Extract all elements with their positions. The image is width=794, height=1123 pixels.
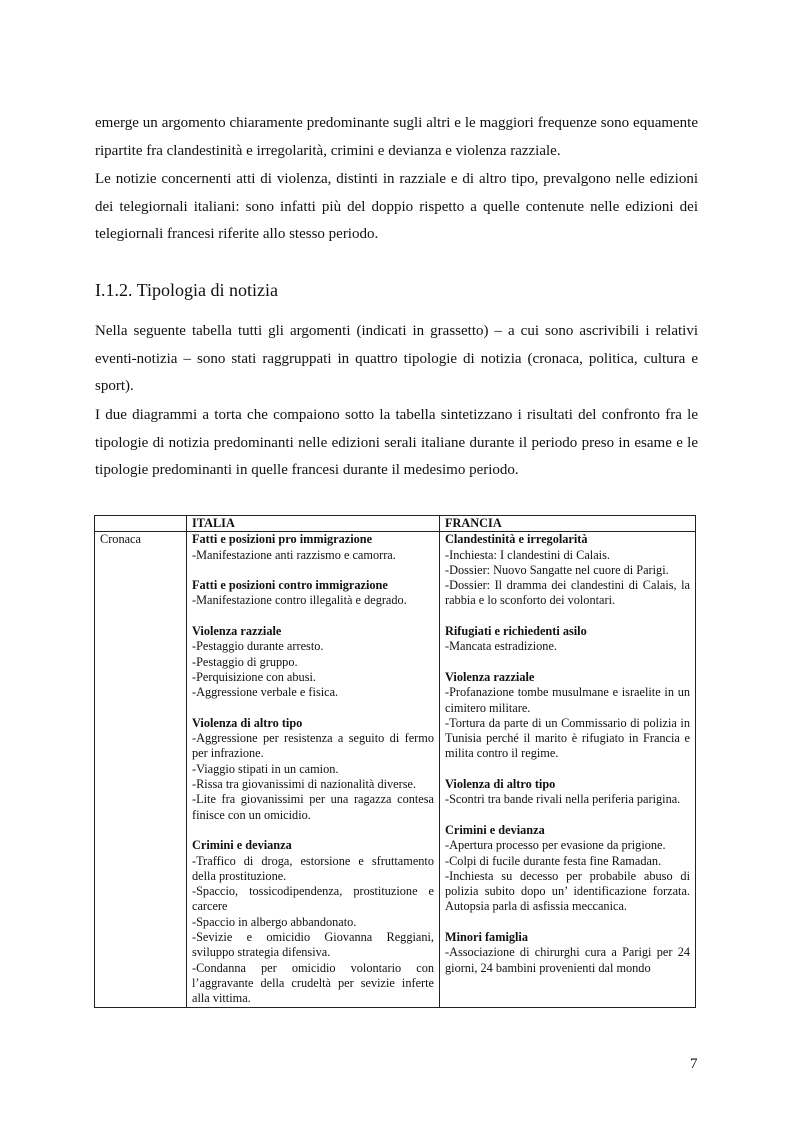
news-event-item: -Associazione di chirurghi cura a Parigi per 24 giorni, 24 bambini provenienti dal mondo: [445, 945, 690, 975]
topic-group: [445, 777, 690, 808]
topic-group: [192, 578, 434, 609]
topic-group: [445, 823, 690, 915]
news-event-item: -Mancata estradizione.: [445, 639, 557, 654]
news-event-item: -Spaccio, tossicodipendenza, prostituzione e carcere: [192, 884, 434, 914]
news-event-item: -Pestaggio di gruppo.: [192, 654, 298, 669]
topic-title: Violenza razziale: [192, 624, 282, 639]
news-event-item: -Condanna per omicidio volontario con l’aggravante della crudeltà per sevizie inferte alla vittima.: [192, 960, 434, 1006]
italia-cell: [187, 532, 440, 1007]
topic-title: Violenza razziale: [445, 669, 535, 684]
paragraph-pie-intro: I due diagrammi a torta che compaiono sotto la tabella sintetizzano i risultati del confronto fra le tipologie di notizia predominanti nelle edizioni serali italiane durante il periodo preso in esame e le tipologie predominanti in quelle francesi durante il medesimo periodo.: [95, 407, 698, 478]
topic-group: [445, 532, 690, 608]
news-event-item: -Perquisizione con abusi.: [192, 669, 316, 684]
topic-title: Fatti e posizioni contro immigrazione: [192, 578, 388, 593]
table-header-row: [95, 516, 696, 532]
news-event-item: -Lite fra giovanissimi per una ragazza contesa finisce con un omicidio.: [192, 792, 434, 822]
news-event-item: -Dossier: Il dramma dei clandestini di Calais, la rabbia e lo sconforto dei volontari.: [445, 578, 690, 608]
francia-cell: [440, 532, 696, 1007]
news-event-item: -Spaccio in albergo abbandonato.: [192, 914, 357, 929]
paragraph-table-intro: Nella seguente tabella tutti gli argomenti (indicati in grassetto) – a cui sono ascrivibili i relativi eventi-notizia – sono stati raggruppati in quattro tipologie di notizia (cronaca, politica, cultura e sport).: [95, 323, 698, 394]
news-event-item: -Traffico di droga, estorsione e sfruttamento della prostituzione.: [192, 853, 434, 883]
news-event-item: -Aggressione verbale e fisica.: [192, 685, 339, 700]
topic-group: [192, 838, 434, 1006]
news-event-item: -Colpi di fucile durante festa fine Ramadan.: [445, 853, 662, 868]
news-event-item: -Manifestazione contro illegalità e degrado.: [192, 593, 407, 608]
section-heading: I.1.2. Tipologia di notizia: [95, 280, 279, 300]
paragraph-violence: Le notizie concernenti atti di violenza, distinti in razziale e di altro tipo, prevalgono nelle edizioni dei telegiornali italiani: sono infatti più del doppio rispetto a quelle contenute nelle edizioni dei telegiornali francesi riferite allo stesso periodo.: [95, 171, 698, 242]
news-event-item: -Inchiesta su decesso per probabile abuso di polizia subito dopo un’ identificazione forzata. Autopsia parla di asfissia meccanica.: [445, 868, 690, 914]
topic-group: [192, 624, 434, 700]
topic-group: [192, 532, 434, 563]
topic-title: Rifugiati e richiedenti asilo: [445, 624, 587, 639]
page-number: 7: [690, 1056, 698, 1072]
topic-title: Crimini e devianza: [192, 838, 292, 853]
row-label-cronaca: Cronaca: [95, 532, 187, 1007]
topic-group: [445, 624, 690, 655]
news-event-item: -Scontri tra bande rivali nella periferia parigina.: [445, 792, 681, 807]
news-event-item: -Sevizie e omicidio Giovanna Reggiani, sviluppo strategia difensiva.: [192, 930, 434, 960]
header-italia: ITALIA: [187, 516, 440, 532]
topic-title: Fatti e posizioni pro immigrazione: [192, 532, 373, 547]
news-event-item: -Aggressione per resistenza a seguito di fermo per infrazione.: [192, 731, 434, 761]
news-event-item: -Viaggio stipati in un camion.: [192, 761, 339, 776]
header-francia: FRANCIA: [440, 516, 696, 532]
topic-title: Minori famiglia: [445, 930, 528, 945]
topic-group: [192, 716, 434, 823]
news-event-item: -Rissa tra giovanissimi di nazionalità diverse.: [192, 777, 417, 792]
paragraph-intro: emerge un argomento chiaramente predominante sugli altri e le maggiori frequenze sono equamente ripartite fra clandestinità e irregolarità, crimini e devianza e violenza razziale.: [95, 115, 698, 159]
topic-title: Clandestinità e irregolarità: [445, 532, 588, 547]
news-event-item: -Manifestazione anti razzismo e camorra.: [192, 547, 396, 562]
news-event-item: -Pestaggio durante arresto.: [192, 639, 324, 654]
news-event-item: -Apertura processo per evasione da prigione.: [445, 838, 666, 853]
topic-group: [445, 930, 690, 976]
topic-title: Violenza di altro tipo: [192, 715, 303, 730]
news-type-table: [94, 515, 696, 1008]
news-event-item: -Tortura da parte di un Commissario di polizia in Tunisia perché il marito è rifugiato in Francia e milita contro il regime.: [445, 715, 690, 761]
news-event-item: -Inchiesta: I clandestini di Calais.: [445, 547, 610, 562]
news-event-item: -Dossier: Nuovo Sangatte nel cuore di Parigi.: [445, 562, 669, 577]
topic-title: Violenza di altro tipo: [445, 777, 556, 792]
table-row: [95, 532, 696, 1007]
news-event-item: -Profanazione tombe musulmane e israelite in un cimitero militare.: [445, 685, 690, 715]
topic-group: [445, 670, 690, 762]
topic-title: Crimini e devianza: [445, 822, 545, 837]
header-empty: [95, 516, 187, 532]
